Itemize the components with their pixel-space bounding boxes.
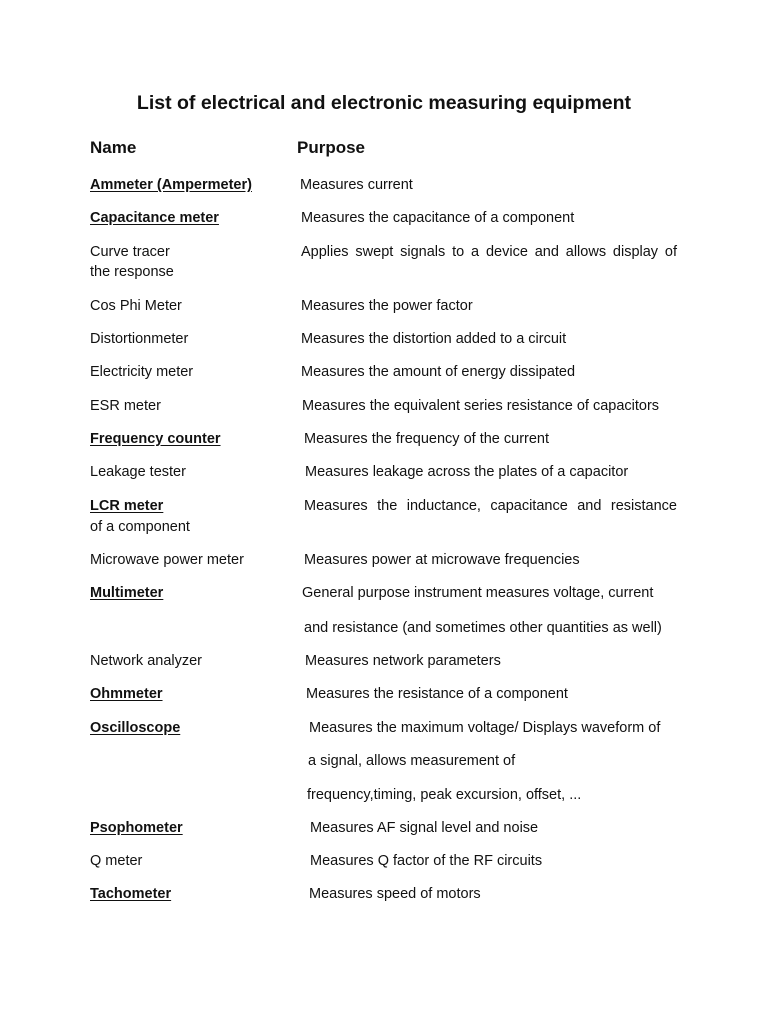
- equipment-purpose: Measures the maximum voltage/ Displays waveform of: [309, 720, 661, 736]
- equipment-name: Distortionmeter: [90, 331, 189, 347]
- equipment-purpose: Measures the equivalent series resistance of capacitors: [302, 398, 660, 414]
- equipment-purpose: Measures speed of motors: [309, 886, 481, 902]
- page-title: List of electrical and electronic measuring equipment: [136, 92, 632, 114]
- equipment-name: Electricity meter: [90, 364, 194, 380]
- equipment-purpose: Measures power at microwave frequencies: [304, 552, 580, 568]
- equipment-purpose: Applies swept signals to a device and allows display of: [301, 244, 677, 260]
- column-header-purpose: Purpose: [297, 138, 366, 157]
- equipment-name: Ohmmeter: [90, 686, 163, 702]
- column-header-name: Name: [90, 138, 137, 157]
- equipment-purpose-line: and resistance (and sometimes other quantities as well): [304, 620, 662, 636]
- equipment-name: LCR meter: [90, 498, 164, 514]
- equipment-name: Multimeter: [90, 585, 164, 601]
- equipment-purpose: Measures the frequency of the current: [304, 431, 550, 447]
- equipment-name: Leakage tester: [90, 464, 186, 480]
- equipment-purpose-line: a signal, allows measurement of: [308, 753, 516, 769]
- equipment-name: Network analyzer: [90, 653, 203, 669]
- equipment-purpose: Measures the amount of energy dissipated: [301, 364, 576, 380]
- equipment-purpose-line: frequency,timing, peak excursion, offset, ...: [307, 787, 582, 803]
- equipment-purpose: Measures Q factor of the RF circuits: [310, 853, 543, 869]
- equipment-name: Cos Phi Meter: [90, 298, 182, 314]
- equipment-name: ESR meter: [90, 398, 161, 414]
- equipment-name: Tachometer: [90, 886, 172, 902]
- equipment-name: Frequency counter: [90, 431, 221, 447]
- equipment-name: Q meter: [90, 853, 143, 869]
- equipment-purpose: Measures the power factor: [301, 298, 473, 314]
- equipment-purpose-continuation: the response: [90, 264, 174, 280]
- equipment-purpose: Measures AF signal level and noise: [310, 820, 539, 836]
- equipment-purpose: Measures the capacitance of a component: [301, 210, 575, 226]
- equipment-purpose: Measures leakage across the plates of a capacitor: [305, 464, 629, 480]
- equipment-name: Microwave power meter: [90, 552, 244, 568]
- equipment-purpose: Measures the resistance of a component: [306, 686, 568, 702]
- equipment-purpose: Measures the inductance, capacitance and resistance: [304, 498, 677, 514]
- equipment-purpose: Measures the distortion added to a circuit: [301, 331, 567, 347]
- equipment-purpose: Measures current: [300, 177, 413, 193]
- equipment-purpose: General purpose instrument measures voltage, current: [302, 585, 654, 601]
- equipment-purpose: Measures network parameters: [305, 653, 501, 669]
- equipment-name: Ammeter (Ampermeter): [90, 177, 252, 193]
- equipment-name: Curve tracer: [90, 244, 170, 260]
- equipment-name: Capacitance meter: [90, 210, 219, 226]
- equipment-name: Oscilloscope: [90, 720, 181, 736]
- equipment-purpose-continuation: of a component: [90, 519, 190, 535]
- equipment-name: Psophometer: [90, 820, 183, 836]
